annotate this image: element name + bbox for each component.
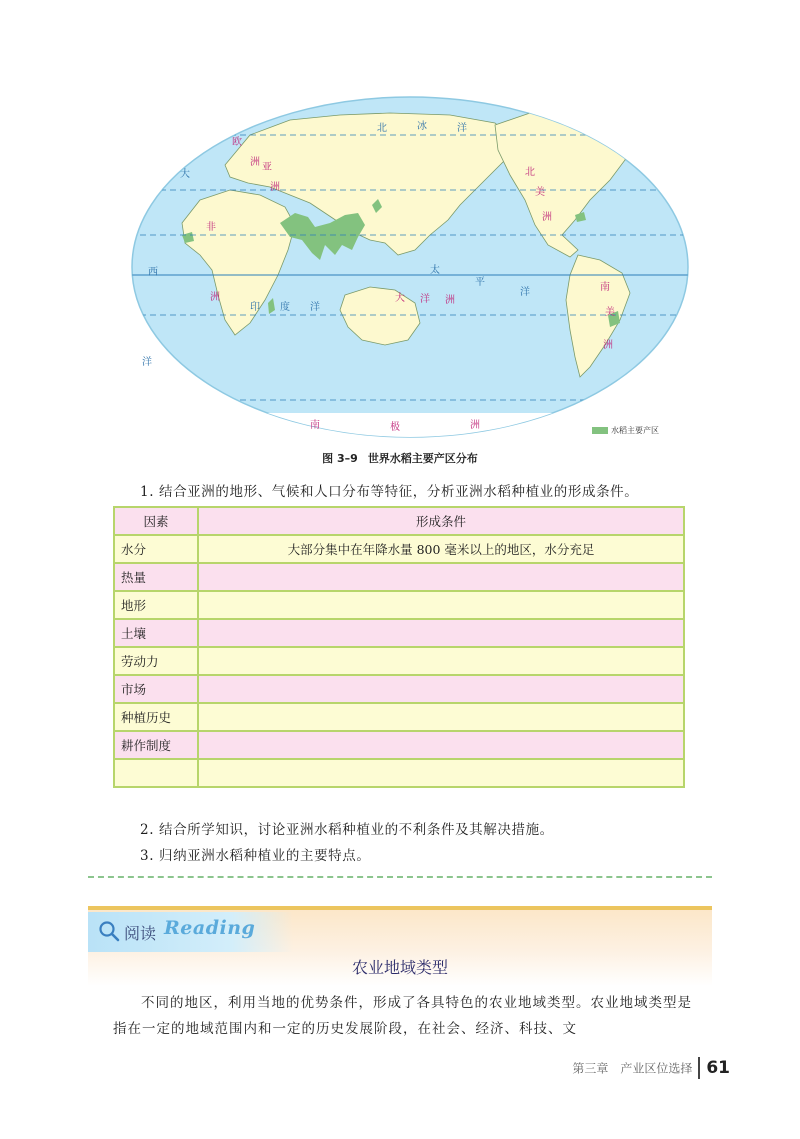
question-2: 2. 结合所学知识，讨论亚洲水稻种植业的不利条件及其解决措施。	[140, 822, 554, 838]
header-condition: 形成条件	[198, 507, 684, 535]
map-label-atlantic-1: 大	[180, 169, 190, 180]
reading-title: 农业地域类型	[351, 958, 448, 977]
map-label-pacific-1: 太	[430, 265, 440, 276]
factors-table	[113, 506, 685, 788]
map-label-arctic-3: 洋	[457, 123, 467, 134]
figure-title: 世界水稻主要产区分布	[367, 452, 478, 465]
map-label-atlantic-2: 西	[148, 267, 158, 278]
map-label-indian-2: 度	[280, 302, 290, 313]
reading-tab	[88, 912, 293, 952]
row-factor: 热量	[114, 563, 198, 591]
header-factor: 因素	[114, 507, 198, 535]
row-condition[interactable]	[198, 675, 684, 703]
table-row	[114, 731, 684, 759]
reading-label-cn: 阅读	[124, 924, 157, 943]
world-rice-map	[130, 95, 690, 440]
reading-label-en: Reading	[164, 917, 256, 939]
map-label-antarctica-1: 南	[310, 420, 320, 431]
row-condition[interactable]	[198, 759, 684, 787]
question-3: 3. 归纳亚洲水稻种植业的主要特点。	[140, 848, 371, 864]
row-factor: 市场	[114, 675, 198, 703]
map-label-atlantic-3: 洋	[142, 357, 152, 368]
row-factor[interactable]	[114, 759, 198, 787]
table-row	[114, 563, 684, 591]
map-label-europe-1: 欧	[232, 137, 242, 148]
map-label-antarctica-2: 极	[390, 422, 400, 433]
map-label-na-2: 美	[535, 187, 545, 198]
row-factor: 种植历史	[114, 703, 198, 731]
map-legend	[592, 425, 659, 436]
reading-paragraph: 不同的地区，利用当地的优势条件，形成了各具特色的农业地域类型。农业地域类型是指在一定的地域范围内和一定的历史发展阶段，在社会、经济、科技、文	[113, 995, 692, 1037]
map-label-oceania-2: 洋	[420, 294, 430, 305]
map-label-arctic-2: 冰	[417, 121, 427, 132]
row-condition: 大部分集中在年降水量 800 毫米以上的地区，水分充足	[198, 535, 684, 563]
row-condition[interactable]	[198, 731, 684, 759]
map-label-sa-2: 美	[605, 307, 615, 318]
row-condition[interactable]	[198, 619, 684, 647]
figure-caption	[0, 450, 800, 466]
row-factor: 劳动力	[114, 647, 198, 675]
map-label-sa-3: 洲	[603, 340, 613, 351]
figure-number: 图 3–9	[322, 452, 358, 465]
map-label-asia-1: 亚	[262, 162, 272, 173]
map-label-pacific-3: 洋	[520, 287, 530, 298]
map-label-africa-2: 洲	[210, 292, 220, 303]
section-divider	[88, 876, 712, 878]
map-label-na-1: 北	[525, 167, 535, 178]
rice-swatch-icon	[592, 427, 608, 434]
map-label-na-3: 洲	[542, 212, 552, 223]
legend-label: 水稻主要产区	[611, 426, 659, 435]
table-header-row	[114, 507, 684, 535]
question-1: 1. 结合亚洲的地形、气候和人口分布等特征，分析亚洲水稻种植业的形成条件。	[140, 484, 639, 500]
footer-separator	[698, 1057, 700, 1079]
row-factor: 土壤	[114, 619, 198, 647]
row-condition[interactable]	[198, 647, 684, 675]
magnifier-icon	[98, 920, 120, 946]
table-row	[114, 675, 684, 703]
table-row	[114, 647, 684, 675]
row-condition[interactable]	[198, 591, 684, 619]
table-row	[114, 535, 684, 563]
map-label-africa-1: 非	[206, 222, 216, 233]
row-condition[interactable]	[198, 703, 684, 731]
map-label-antarctica-3: 洲	[470, 420, 480, 431]
row-factor: 耕作制度	[114, 731, 198, 759]
map-label-oceania-1: 大	[395, 293, 405, 304]
map-label-sa-1: 南	[600, 282, 610, 293]
page-footer	[572, 1057, 730, 1079]
map-label-pacific-2: 平	[475, 277, 485, 288]
map-label-asia-2: 洲	[270, 182, 280, 193]
map-label-arctic-1: 北	[377, 123, 387, 134]
chapter-label: 第三章 产业区位选择	[572, 1061, 693, 1076]
map-label-indian-1: 印	[250, 302, 260, 313]
row-condition[interactable]	[198, 563, 684, 591]
row-factor: 水分	[114, 535, 198, 563]
map-label-oceania-3: 洲	[445, 295, 455, 306]
row-factor: 地形	[114, 591, 198, 619]
table-row	[114, 591, 684, 619]
table-row	[114, 703, 684, 731]
map-label-europe-2: 洲	[250, 157, 260, 168]
page-number: 61	[706, 1058, 730, 1078]
table-row	[114, 619, 684, 647]
table-row	[114, 759, 684, 787]
map-label-indian-3: 洋	[310, 302, 320, 313]
